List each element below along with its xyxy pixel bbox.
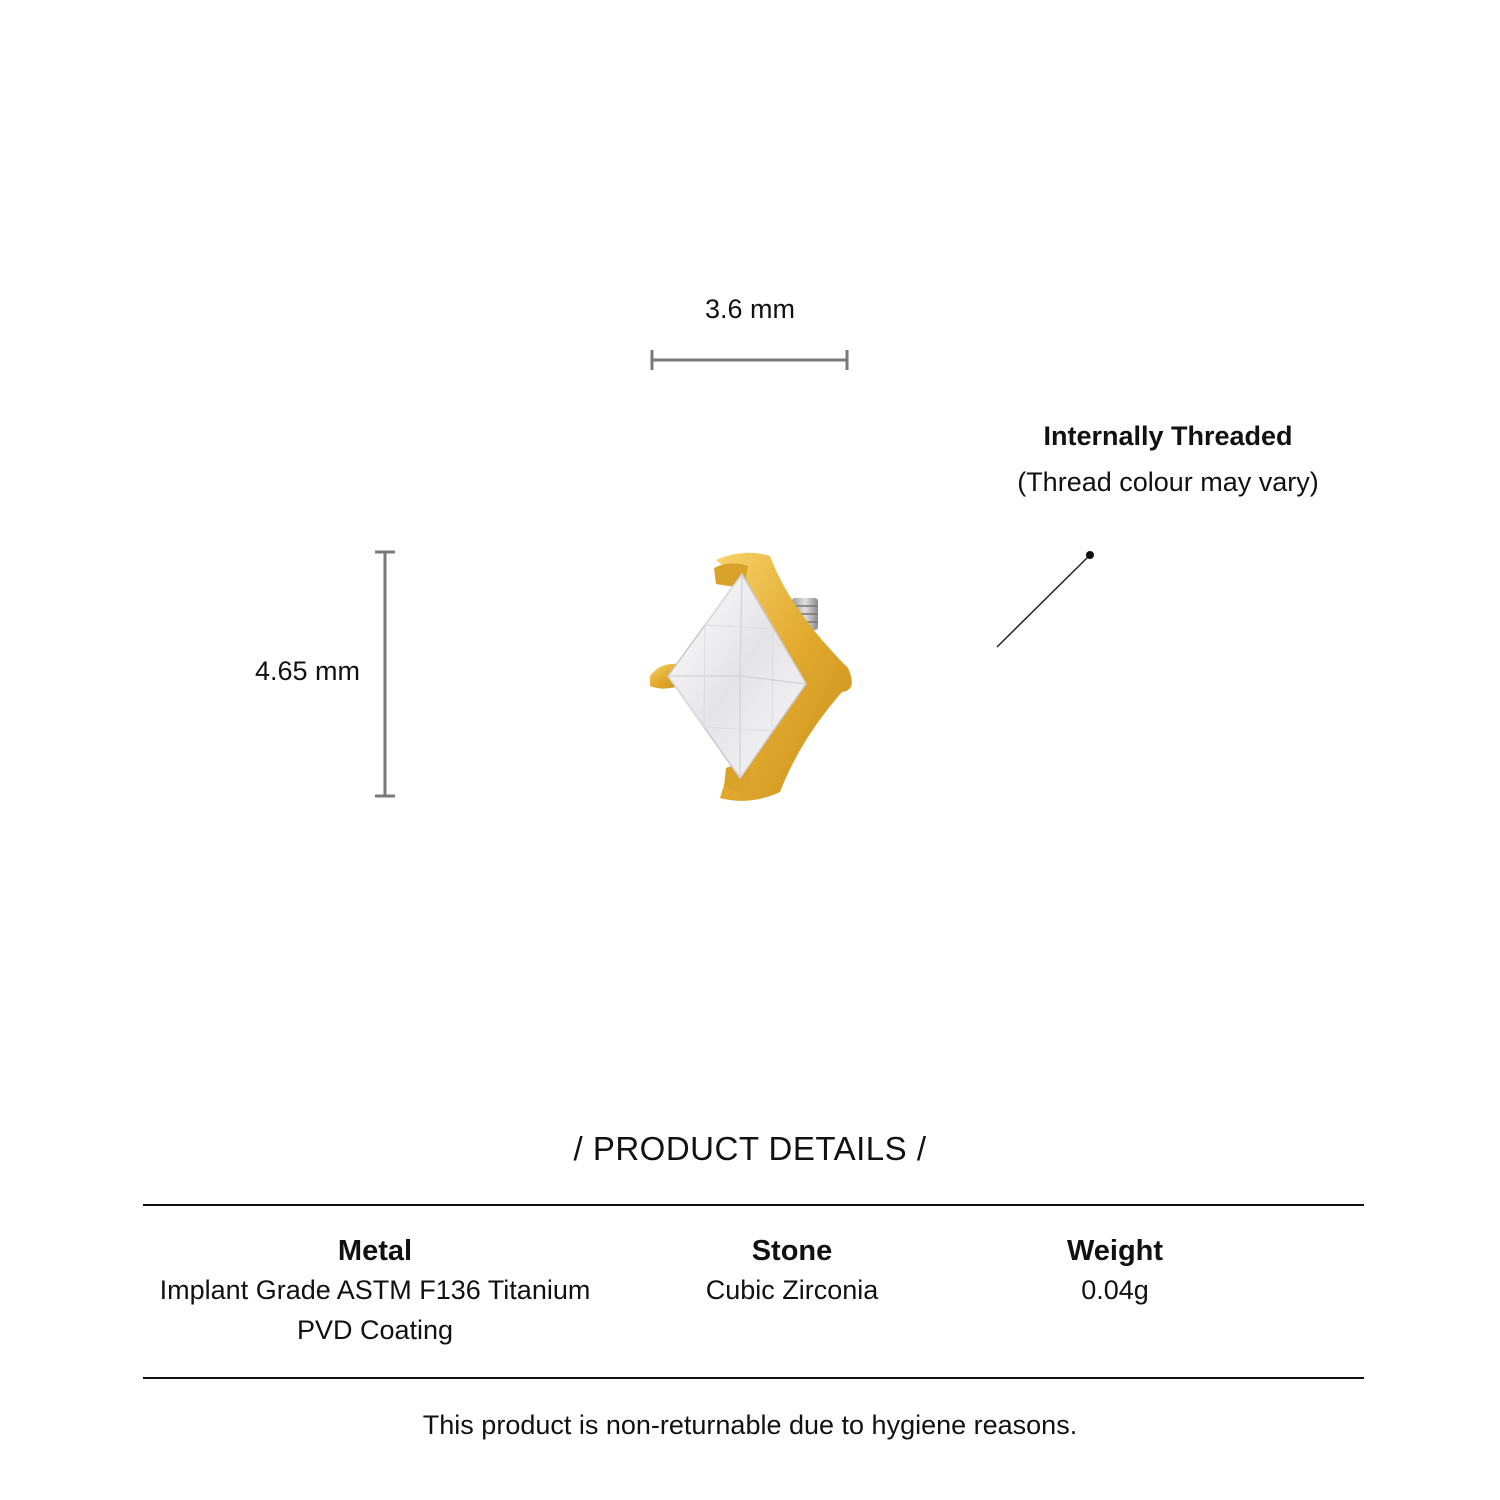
metal-value: Implant Grade ASTM F136 Titanium — [159, 1275, 591, 1305]
stone-title: Stone — [751, 1235, 833, 1267]
stone-detail-column — [592, 1232, 992, 1310]
product-details-heading: / PRODUCT DETAILS / — [573, 1130, 927, 1167]
threading-title: Internally Threaded — [1043, 421, 1293, 451]
height-dimension-label: 4.65 mm — [254, 656, 360, 686]
metal-coating: PVD Coating — [296, 1315, 454, 1345]
weight-detail-column — [965, 1232, 1265, 1310]
weight-value: 0.04g — [1081, 1275, 1149, 1305]
stone-value: Cubic Zirconia — [705, 1275, 879, 1305]
metal-detail-column — [125, 1232, 625, 1350]
thread-pointer-line — [997, 551, 1094, 647]
width-dimension-label: 3.6 mm — [704, 294, 796, 324]
width-dimension-line — [652, 350, 847, 370]
details-top-divider — [143, 1204, 1364, 1206]
metal-title: Metal — [337, 1235, 413, 1267]
height-dimension-line — [375, 552, 395, 796]
threading-note: (Thread colour may vary) — [1017, 467, 1319, 497]
returns-footnote: This product is non-returnable due to hygiene reasons. — [422, 1410, 1078, 1440]
weight-title: Weight — [1066, 1235, 1164, 1267]
details-bottom-divider — [143, 1377, 1364, 1379]
